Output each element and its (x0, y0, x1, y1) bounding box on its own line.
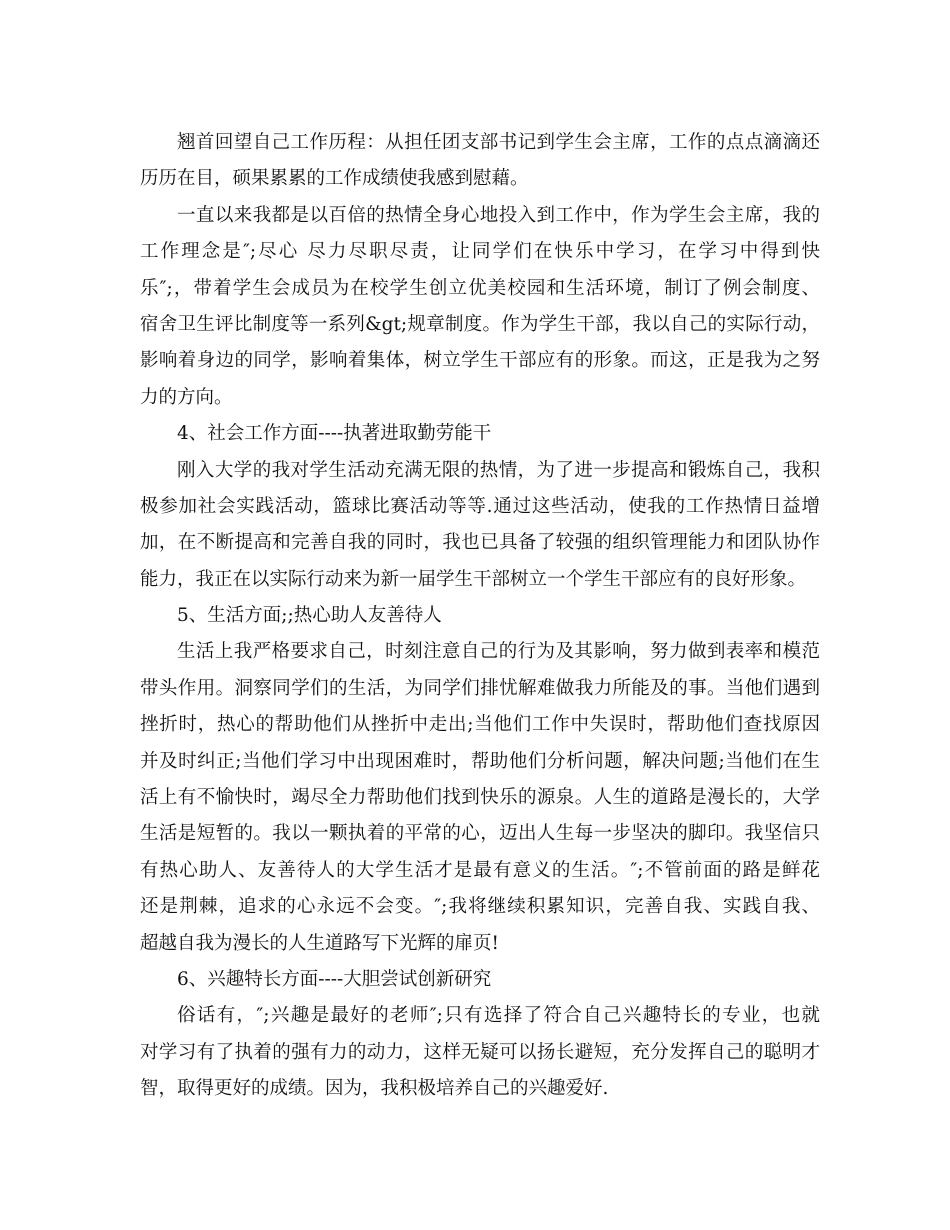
text-line: 还是荆棘，追求的心永远不会变。″;我将继续积累知识，完善自我、实践自我、 (140, 896, 820, 918)
text-line: 工作理念是″;尽心 尽力尽职尽责，让同学们在快乐中学习，在学习中得到快 (140, 241, 820, 263)
text-line: 力的方向。 (140, 386, 233, 408)
text-line: 挫折时，热心的帮助他们从挫折中走出;当他们工作中失误时，帮助他们查找原因 (140, 714, 820, 736)
text-line: 5、生活方面;;热心助人友善待人 (177, 605, 442, 627)
text-line: 生活上我严格要求自己，时刻注意自己的行为及其影响，努力做到表率和模范 (177, 641, 820, 663)
text-line: 一直以来我都是以百倍的热情全身心地投入到工作中，作为学生会主席，我的 (177, 204, 820, 226)
text-line: 6、兴趣特长方面----大胆尝试创新研究 (177, 968, 492, 990)
text-line: 乐″;，带着学生会成员为在校学生创立优美校园和生活环境，制订了例会制度、 (140, 277, 820, 299)
text-line: 带头作用。洞察同学们的生活，为同学们排忧解难做我力所能及的事。当他们遇到 (140, 677, 820, 699)
text-line: 生活是短暂的。我以一颗执着的平常的心，迈出人生每一步坚决的脚印。我坚信只 (140, 823, 820, 845)
text-line: 并及时纠正;当他们学习中出现困难时，帮助他们分析问题，解决问题;当他们在生 (140, 750, 820, 772)
text-line: 超越自我为漫长的人生道路写下光辉的扉页! (140, 932, 499, 954)
text-line: 历历在目，硕果累累的工作成绩使我感到慰藉。 (140, 168, 529, 190)
document-body (140, 125, 820, 1108)
text-line: 对学习有了执着的强有力的动力，这样无疑可以扬长避短，充分发挥自己的聪明才 (140, 1041, 820, 1063)
text-line: 影响着身边的同学，影响着集体，树立学生干部应有的形象。而这，正是我为之努 (140, 350, 820, 372)
text-line: 能力，我正在以实际行动来为新一届学生干部树立一个学生干部应有的良好形象。 (140, 568, 807, 590)
text-line: 极参加社会实践活动，篮球比赛活动等等.通过这些活动，使我的工作热情日益增 (140, 495, 820, 517)
text-line: 智，取得更好的成绩。因为，我积极培养自己的兴趣爱好. (140, 1078, 609, 1100)
text-line: 活上有不愉快时，竭尽全力帮助他们找到快乐的源泉。人生的道路是漫长的，大学 (140, 787, 820, 809)
text-line: 俗话有，″;兴趣是最好的老师″;只有选择了符合自己兴趣特长的专业，也就 (177, 1005, 820, 1027)
text-line: 4、社会工作方面----执著进取勤劳能干 (177, 423, 492, 445)
text-line: 刚入大学的我对学生活动充满无限的热情，为了进一步提高和锻炼自己，我积 (177, 459, 820, 481)
text-line: 翘首回望自己工作历程：从担任团支部书记到学生会主席，工作的点点滴滴还 (177, 132, 820, 153)
text-line: 有热心助人、友善待人的大学生活才是最有意义的生活。″;不管前面的路是鲜花 (140, 859, 820, 881)
text-line: 加，在不断提高和完善自我的同时，我也已具备了较强的组织管理能力和团队协作 (140, 532, 820, 554)
text-line: 宿舍卫生评比制度等一系列&gt;规章制度。作为学生干部，我以自己的实际行动， (140, 313, 820, 335)
